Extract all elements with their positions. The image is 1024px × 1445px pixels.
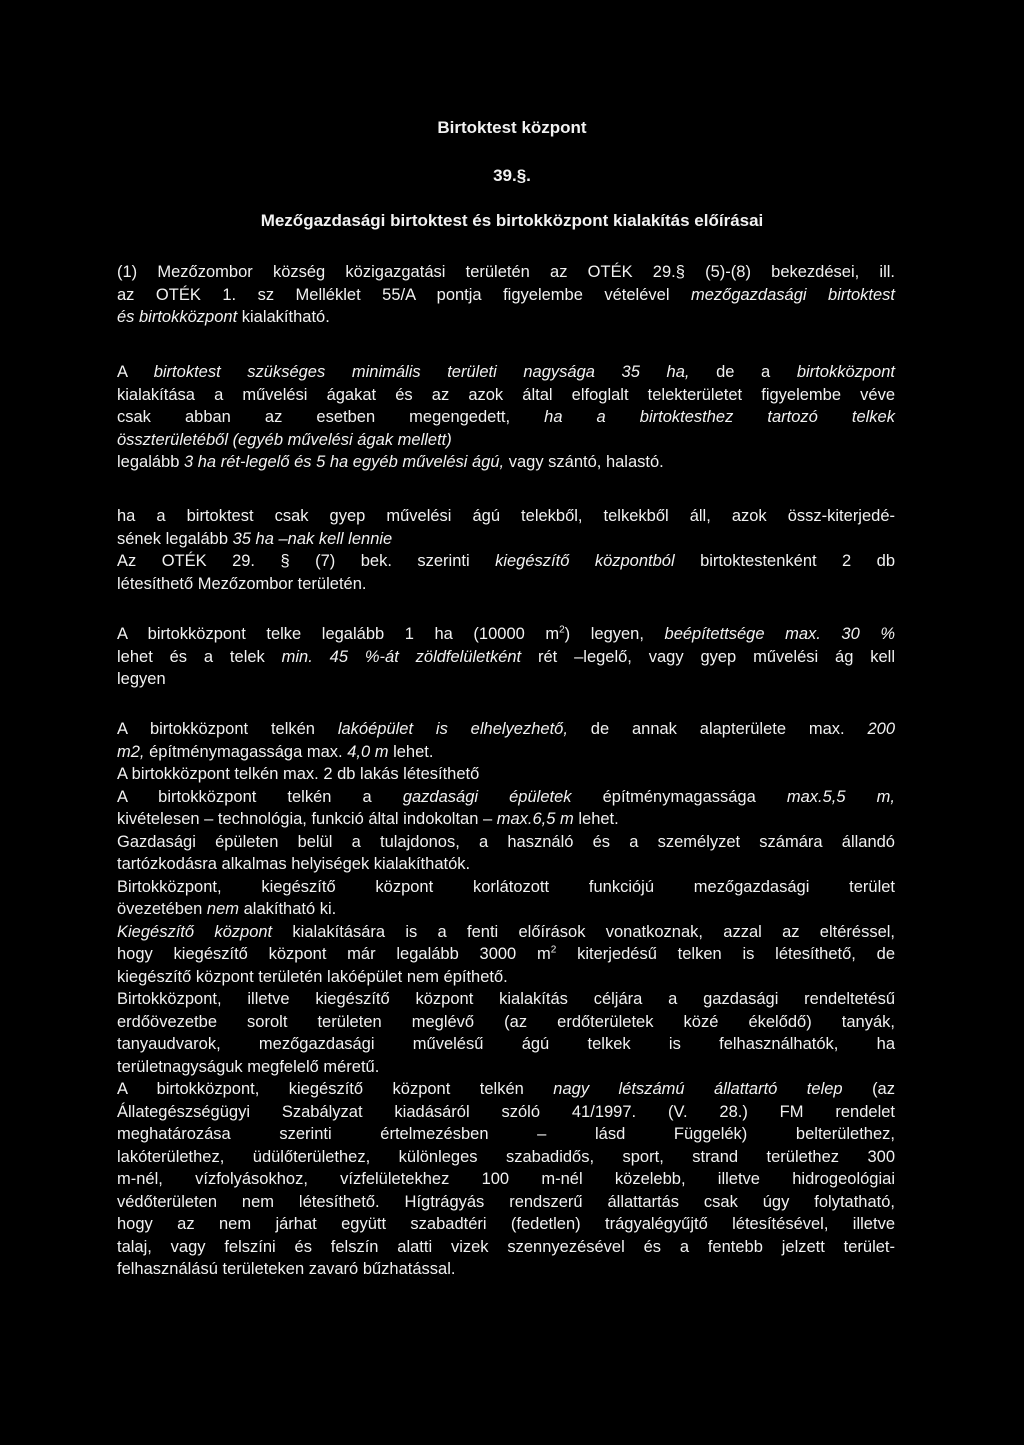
text-line: legalább 3 ha rét-legelő és 5 ha egyéb művelési ágú, vagy szántó, halastó. — [117, 453, 664, 471]
paragraph-1 — [117, 261, 895, 329]
text-line: (1) Mezőzombor község közigazgatási területén az OTÉK 29.§ (5)-(8) bekezdései, ill. — [117, 263, 895, 281]
text-line: csak abban az esetben megengedett, ha a birtoktesthez tartozó telkek — [117, 408, 895, 426]
text-line: övezetében nem alakítható ki. — [117, 900, 337, 918]
text-line: területnagyságuk megfelelő méretű. — [117, 1057, 380, 1076]
text-line: kivételesen – technológia, funkció által indokoltan – max.6,5 m lehet. — [117, 810, 619, 828]
text-line: A birtokközpont telke legalább 1 ha (10000 $m^2$) legyen, beépítettsége max. 30 % — [117, 624, 895, 643]
text-line: az OTÉK 1. sz Melléklet 55/A pontja figyelembe vételével mezőgazdasági birtoktest — [117, 285, 895, 304]
text-line: hogy kiegészítő központ már legalább 3000 $m^2$ kiterjedésű telken is létesíthető, de — [117, 944, 896, 963]
text-line: sének legalább 35 ha –nak kell lennie — [117, 529, 393, 548]
paragraph-5 — [117, 718, 895, 1281]
text-line: Állategészségügyi Szabályzat kiadásáról szóló 41/1997. (V. 28.) FM rendelet — [117, 1102, 895, 1121]
text-line: A birtokközpont, kiegészítő központ telkén nagy létszámú állattartó telep (az — [117, 1080, 895, 1098]
text-line: tanyaudvarok, mezőgazdasági művelésű ágú telkek is felhasználhatók, ha — [117, 1035, 895, 1053]
text-line: védőterületen nem létesíthető. Hígtrágyás rendszerű állattartás csak úgy folytatható, — [117, 1192, 895, 1211]
text-line: m2, építménymagassága max. 4,0 m lehet. — [117, 742, 434, 761]
text-line: talaj, vagy felszíni és felszín alatti vizek szennyezésével és a fentebb jelzett terület- — [117, 1237, 895, 1256]
text-line: erdőövezetbe sorolt területen meglévő (az erdőterületek közé ékelődő) tanyák, — [117, 1012, 895, 1031]
text-line: meghatározása szerinti értelmezésben – lásd Függelék) belterülethez, — [117, 1125, 895, 1143]
text-line: ha a birtoktest csak gyep művelési ágú telekből, telkekből áll, azok össz-kiterjedé- — [117, 507, 895, 525]
text-line: A birtoktest szükséges minimális területi nagysága 35 ha, de a birtokközpont — [117, 363, 895, 381]
text-line: és birtokközpont kialakítható. — [117, 308, 330, 326]
text-line: A birtokközpont telkén max. 2 db lakás létesíthető — [117, 765, 480, 783]
text-line: A birtokközpont telkén lakóépület is elhelyezhető, de annak alapterülete max. 200 — [117, 720, 896, 738]
text-line: legyen — [117, 670, 166, 688]
paragraph-4 — [117, 623, 895, 691]
text-line: Birtokközpont, kiegészítő központ korlátozott funkciójú mezőgazdasági terület — [117, 877, 895, 896]
text-line: Gazdasági épületen belül a tulajdonos, a használó és a személyzet számára állandó — [117, 832, 895, 851]
paragraph-2 — [117, 361, 895, 474]
text-line: lakóterülethez, üdülőterülethez, különleges szabadidős, sport, strand területhez 300 — [117, 1147, 895, 1166]
text-line: tartózkodásra alkalmas helyiségek kialakíthatók. — [117, 855, 471, 873]
text-line: A birtokközpont telkén a gazdasági épületek építménymagassága max.5,5 m, — [117, 787, 895, 806]
text-line: Birtokközpont, illetve kiegészítő központ kialakítás céljára a gazdasági rendeltetésű — [117, 990, 895, 1008]
text-line: kialakítása a művelési ágakat és az azok által elfoglalt telekterületet figyelembe véve — [117, 385, 895, 404]
section-number: 39.§. — [493, 166, 531, 185]
text-line: hogy az nem járhat együtt szabadtéri (fedetlen) trágyalégyűjtő létesítésével, illetve — [117, 1215, 895, 1233]
text-line: m-nél, vízfolyásokhoz, vízfelületekhez 100 m-nél közelebb, illetve hidrogeológiai — [117, 1170, 895, 1188]
paragraph-3 — [117, 505, 895, 595]
text-line: kiegészítő központ területén lakóépület nem építhető. — [117, 967, 508, 986]
text-line: Kiegészítő központ kialakítására is a fenti előírások vonatkoznak, azzal az eltéréssel, — [117, 922, 895, 941]
text-line: Az OTÉK 29. § (7) bek. szerinti kiegészítő központból birtoktestenként 2 db — [117, 552, 896, 570]
document-title: Birtoktest központ — [437, 118, 587, 137]
text-line: felhasználású területeken zavaró bűzhatással. — [117, 1260, 456, 1278]
section-subtitle: Mezőgazdasági birtoktest és birtokközpont kialakítás előírásai — [260, 211, 764, 230]
text-line: lehet és a telek min. 45 %-át zöldfelületként rét –legelő, vagy gyep művelési ág kell — [117, 647, 895, 666]
text-line: létesíthető Mezőzombor területén. — [117, 574, 367, 593]
text-line: összterületéből (egyéb művelési ágak mellett) — [117, 430, 452, 449]
